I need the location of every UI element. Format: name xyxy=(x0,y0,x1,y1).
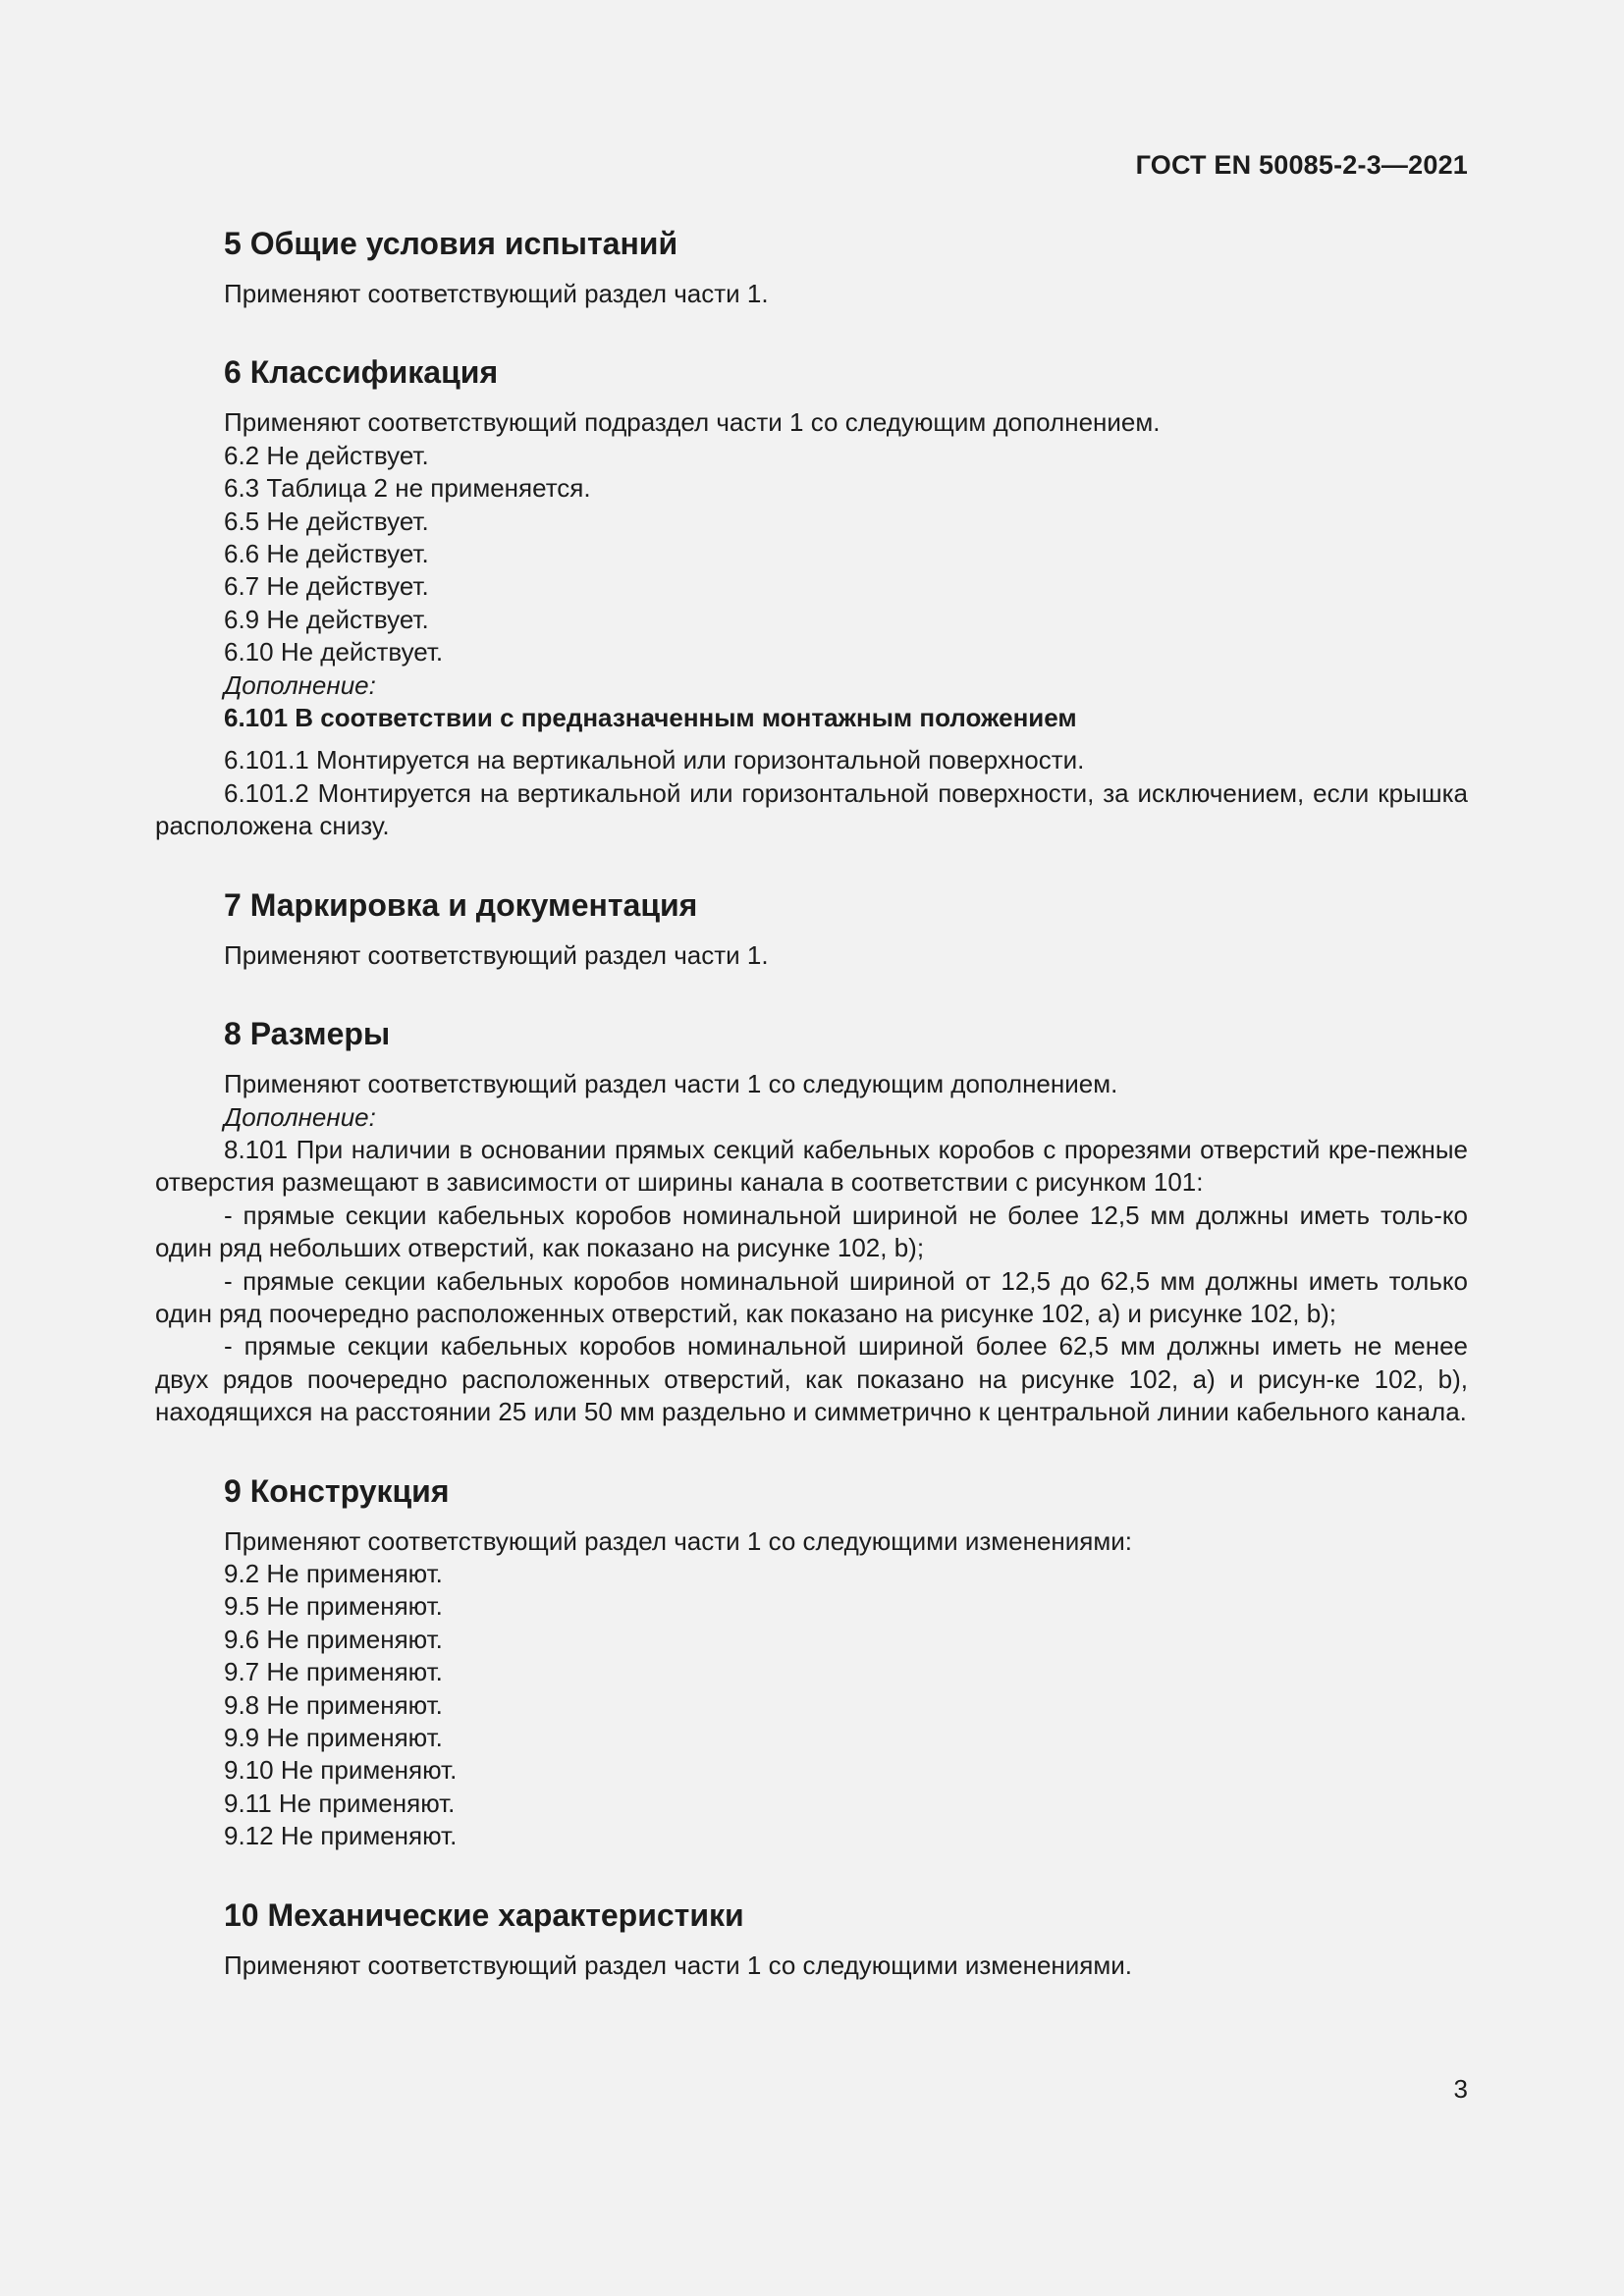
section-9-item: 9.12 Не применяют. xyxy=(224,1821,458,1851)
section-8-bullet: - прямые секции кабельных коробов номинальной шириной от 12,5 до 62,5 мм должны иметь только один ряд поочередно расположенных отверстий, как показано на рисунке 102, а) и рисунке 102, b); xyxy=(155,1265,1468,1328)
section-8-bullet: - прямые секции кабельных коробов номинальной шириной не более 12,5 мм должны иметь толь-ко один ряд небольших отверстий, как показано на рисунке 102, b); xyxy=(155,1200,1468,1263)
section-6-heading: 6 Классификация xyxy=(224,354,499,391)
section-9-item: 9.11 Не применяют. xyxy=(224,1788,456,1818)
section-6-item: 6.10 Не действует. xyxy=(224,637,444,667)
section-6-item: 6.3 Таблица 2 не применяется. xyxy=(224,473,591,504)
section-6-item: 6.2 Не действует. xyxy=(224,440,429,470)
section-6-item: 6.7 Не действует. xyxy=(224,571,429,602)
section-5-paragraph: Применяют соответствующий раздел части 1. xyxy=(224,279,769,308)
section-6-item: 6.6 Не действует. xyxy=(224,539,429,569)
document-id-header: ГОСТ EN 50085-2-3—2021 xyxy=(1135,150,1468,180)
section-7-heading: 7 Маркировка и документация xyxy=(224,886,698,923)
subsection-6-101-1-paragraph: 6.101.1 Монтируется на вертикальной или горизонтальной поверхности. xyxy=(224,745,1085,775)
section-5-heading: 5 Общие условия испытаний xyxy=(224,226,678,261)
section-10-heading: 10 Механические характеристики xyxy=(224,1896,744,1933)
section-10-paragraph: Применяют соответствующий раздел части 1 со следующими изменениями. xyxy=(224,1949,1133,1980)
section-6-item: 6.9 Не действует. xyxy=(224,604,429,634)
section-9-item: 9.8 Не применяют. xyxy=(224,1689,443,1720)
subsection-6-101-heading: 6.101 В соответствии с предназначенным монтажным положением xyxy=(224,703,1077,733)
section-8-heading: 8 Размеры xyxy=(224,1016,391,1052)
section-9-item: 9.10 Не применяют. xyxy=(224,1755,458,1786)
section-7-paragraph: Применяют соответствующий раздел части 1. xyxy=(224,939,769,970)
section-9-heading: 9 Конструкция xyxy=(224,1472,450,1509)
section-9-item: 9.7 Не применяют. xyxy=(224,1657,443,1687)
section-8-101-paragraph: 8.101 При наличии в основании прямых секций кабельных коробов с прорезями отверстий кре-пежные отверстия размещают в зависимости от ширины канала в соответствии с рисунком 101: xyxy=(155,1134,1468,1198)
section-9-paragraph: Применяют соответствующий раздел части 1 со следующими изменениями: xyxy=(224,1525,1133,1556)
document-body xyxy=(155,224,1468,1982)
subsection-6-101-2-paragraph: 6.101.2 Монтируется на вертикальной или горизонтальной поверхности, за исключением, если крышка расположена снизу. xyxy=(155,777,1468,841)
section-8-addition-label: Дополнение: xyxy=(224,1101,376,1132)
section-9-item: 9.6 Не применяют. xyxy=(224,1624,443,1654)
section-8-paragraph: Применяют соответствующий раздел части 1 со следующим дополнением. xyxy=(224,1069,1118,1099)
section-9-item: 9.2 Не применяют. xyxy=(224,1558,443,1588)
section-6-addition-label: Дополнение: xyxy=(224,669,376,700)
section-8-bullet: - прямые секции кабельных коробов номинальной шириной более 62,5 мм должны иметь не менее двух рядов поочередно расположенных отверстий, как показано на рисунке 102, а) и рисун-ке 102, b), находящихся на расстоянии 25 или 50 мм раздельно и симметрично к центральной линии кабельного канала. xyxy=(155,1331,1468,1427)
section-9-item: 9.9 Не применяют. xyxy=(224,1723,443,1752)
section-6-item: 6.5 Не действует. xyxy=(224,506,429,536)
section-9-item: 9.5 Не применяют. xyxy=(224,1591,443,1622)
section-6-paragraph: Применяют соответствующий подраздел части 1 со следующим дополнением. xyxy=(224,407,1161,438)
page-number: 3 xyxy=(1453,2074,1468,2104)
